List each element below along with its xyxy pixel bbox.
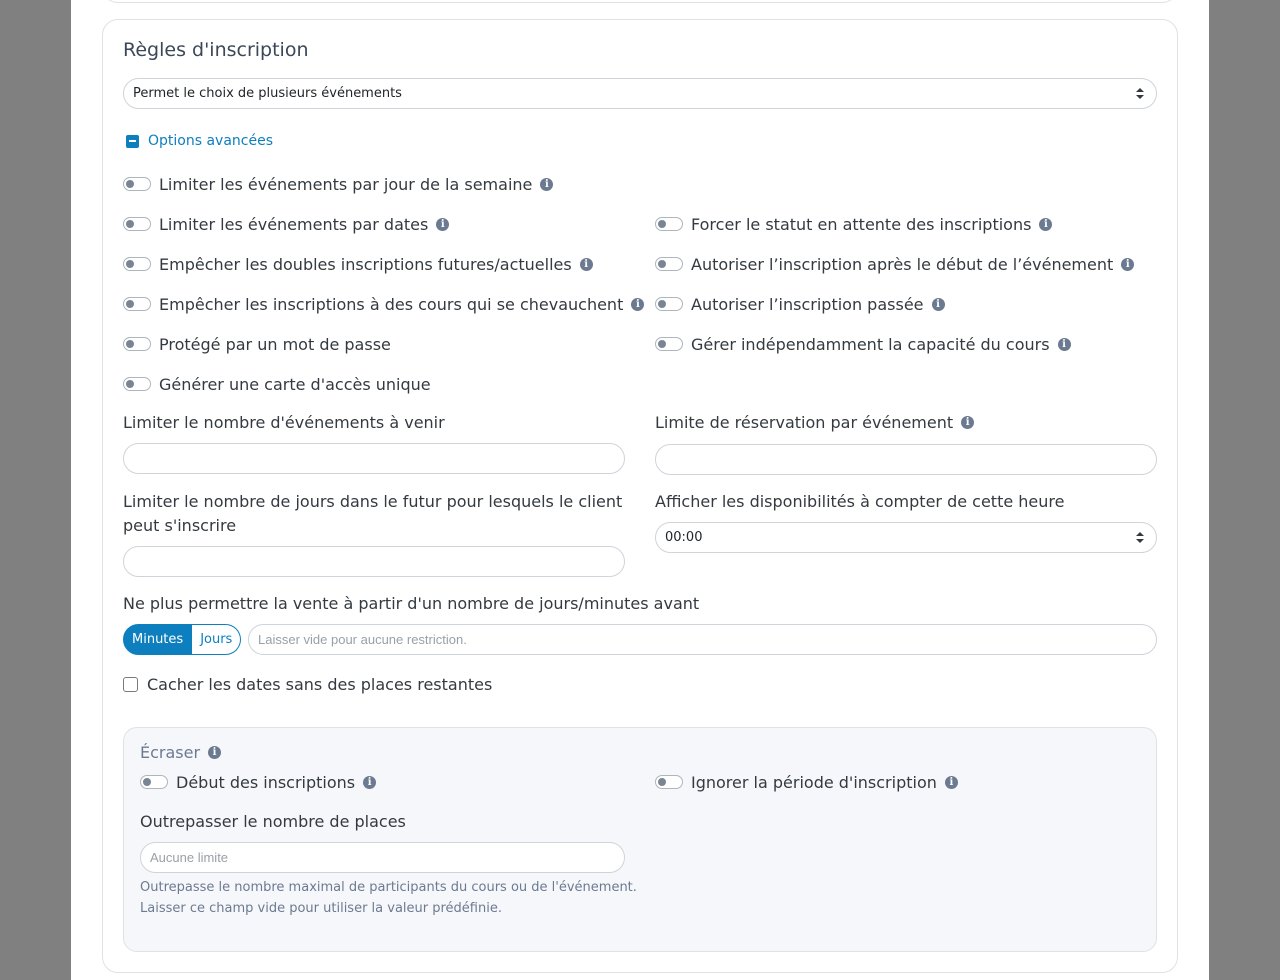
- switch[interactable]: [123, 377, 151, 391]
- toggle-label: Limiter les événements par dates: [159, 214, 429, 234]
- advanced-options-label: Options avancées: [148, 133, 274, 149]
- future-days-input[interactable]: [123, 546, 625, 577]
- availability-label: Afficher les disponibilités à compter de cette heure: [655, 492, 1065, 511]
- section-title: Règles d'inscription: [123, 39, 309, 61]
- info-icon[interactable]: i: [208, 746, 221, 759]
- switch[interactable]: [123, 257, 151, 271]
- future-days-label: Limiter le nombre de jours dans le futur pour lesquels le client peut s'inscrire: [123, 492, 623, 535]
- cutoff-unit-toggle: [123, 624, 241, 655]
- info-icon[interactable]: i: [1039, 218, 1052, 231]
- toggle-label: Limiter les événements par jour de la semaine: [159, 174, 533, 194]
- info-icon[interactable]: i: [1121, 258, 1134, 271]
- toggle-label: Gérer indépendamment la capacité du cours: [691, 334, 1050, 354]
- help-line: Laisser ce champ vide pour utiliser la valeur prédéfinie.: [140, 901, 502, 916]
- previous-section-card: [102, 0, 1178, 3]
- toggle-allow-after-start[interactable]: [655, 254, 1134, 274]
- switch[interactable]: [140, 775, 168, 789]
- info-icon[interactable]: i: [540, 178, 553, 191]
- switch[interactable]: [123, 337, 151, 351]
- switch[interactable]: [123, 177, 151, 191]
- switch[interactable]: [655, 337, 683, 351]
- override-title: Écraser: [140, 743, 201, 762]
- unit-minutes-button[interactable]: Minutes: [123, 624, 192, 655]
- toggle-label: Début des inscriptions: [176, 772, 356, 792]
- checkbox-box[interactable]: [123, 677, 138, 692]
- toggle-password-protected[interactable]: [123, 334, 391, 354]
- info-icon[interactable]: i: [580, 258, 593, 271]
- info-icon[interactable]: i: [436, 218, 449, 231]
- override-panel: [123, 727, 1157, 952]
- switch[interactable]: [655, 297, 683, 311]
- registration-rules-card: [102, 19, 1178, 973]
- override-title-row: [140, 743, 221, 762]
- toggle-label: Forcer le statut en attente des inscriptions: [691, 214, 1032, 234]
- availability-time-select[interactable]: [655, 522, 1157, 553]
- info-icon[interactable]: i: [1058, 338, 1071, 351]
- sale-cutoff-input[interactable]: [248, 624, 1157, 655]
- toggle-label: Empêcher les inscriptions à des cours qui se chevauchent: [159, 294, 624, 314]
- info-icon[interactable]: i: [631, 298, 644, 311]
- minus-square-icon: [126, 135, 139, 148]
- toggle-independent-capacity[interactable]: [655, 334, 1071, 354]
- toggle-label: Empêcher les doubles inscriptions futures/actuelles: [159, 254, 572, 274]
- modal-sheet: [71, 0, 1209, 980]
- toggle-limit-dates[interactable]: [123, 214, 449, 234]
- toggle-limit-weekday[interactable]: [123, 174, 553, 194]
- toggle-allow-past[interactable]: [655, 294, 945, 314]
- booking-limit-label-row: [655, 413, 974, 432]
- booking-limit-label: Limite de réservation par événement: [655, 413, 954, 432]
- upcoming-limit-input[interactable]: [123, 443, 625, 474]
- selection-mode-select[interactable]: [123, 78, 1157, 109]
- switch[interactable]: [655, 217, 683, 231]
- places-help-text: [140, 877, 637, 919]
- select-arrows-icon: [1136, 532, 1144, 543]
- info-icon[interactable]: i: [961, 416, 974, 429]
- switch[interactable]: [655, 775, 683, 789]
- hide-full-dates-label: Cacher les dates sans des places restantes: [147, 675, 493, 694]
- hide-full-dates-checkbox[interactable]: [123, 675, 492, 694]
- availability-time-value: 00:00: [665, 530, 703, 545]
- switch[interactable]: [123, 297, 151, 311]
- select-arrows-icon: [1136, 88, 1144, 99]
- info-icon[interactable]: i: [363, 776, 376, 789]
- places-input[interactable]: [140, 842, 625, 873]
- toggle-label: Autoriser l’inscription passée: [691, 294, 924, 314]
- info-icon[interactable]: i: [945, 776, 958, 789]
- places-label: Outrepasser le nombre de places: [140, 812, 406, 831]
- toggle-force-pending[interactable]: [655, 214, 1052, 234]
- unit-days-button[interactable]: Jours: [192, 624, 241, 655]
- toggle-label: Protégé par un mot de passe: [159, 334, 391, 354]
- switch[interactable]: [123, 217, 151, 231]
- switch[interactable]: [655, 257, 683, 271]
- toggle-registration-start[interactable]: [140, 772, 376, 792]
- toggle-label: Générer une carte d'accès unique: [159, 374, 431, 394]
- toggle-prevent-overlap[interactable]: [123, 294, 644, 314]
- toggle-label: Ignorer la période d'inscription: [691, 772, 937, 792]
- upcoming-limit-label: Limiter le nombre d'événements à venir: [123, 413, 445, 432]
- toggle-unique-access-card[interactable]: [123, 374, 431, 394]
- selection-mode-value: Permet le choix de plusieurs événements: [133, 86, 402, 101]
- toggle-ignore-period[interactable]: [655, 772, 958, 792]
- sale-cutoff-label: Ne plus permettre la vente à partir d'un nombre de jours/minutes avant: [123, 594, 700, 613]
- info-icon[interactable]: i: [932, 298, 945, 311]
- advanced-options-toggle[interactable]: [126, 133, 273, 149]
- help-line: Outrepasse le nombre maximal de participants du cours ou de l'événement.: [140, 880, 637, 895]
- booking-limit-input[interactable]: [655, 444, 1157, 475]
- toggle-prevent-double-registration[interactable]: [123, 254, 593, 274]
- toggle-label: Autoriser l’inscription après le début de l’événement: [691, 254, 1114, 274]
